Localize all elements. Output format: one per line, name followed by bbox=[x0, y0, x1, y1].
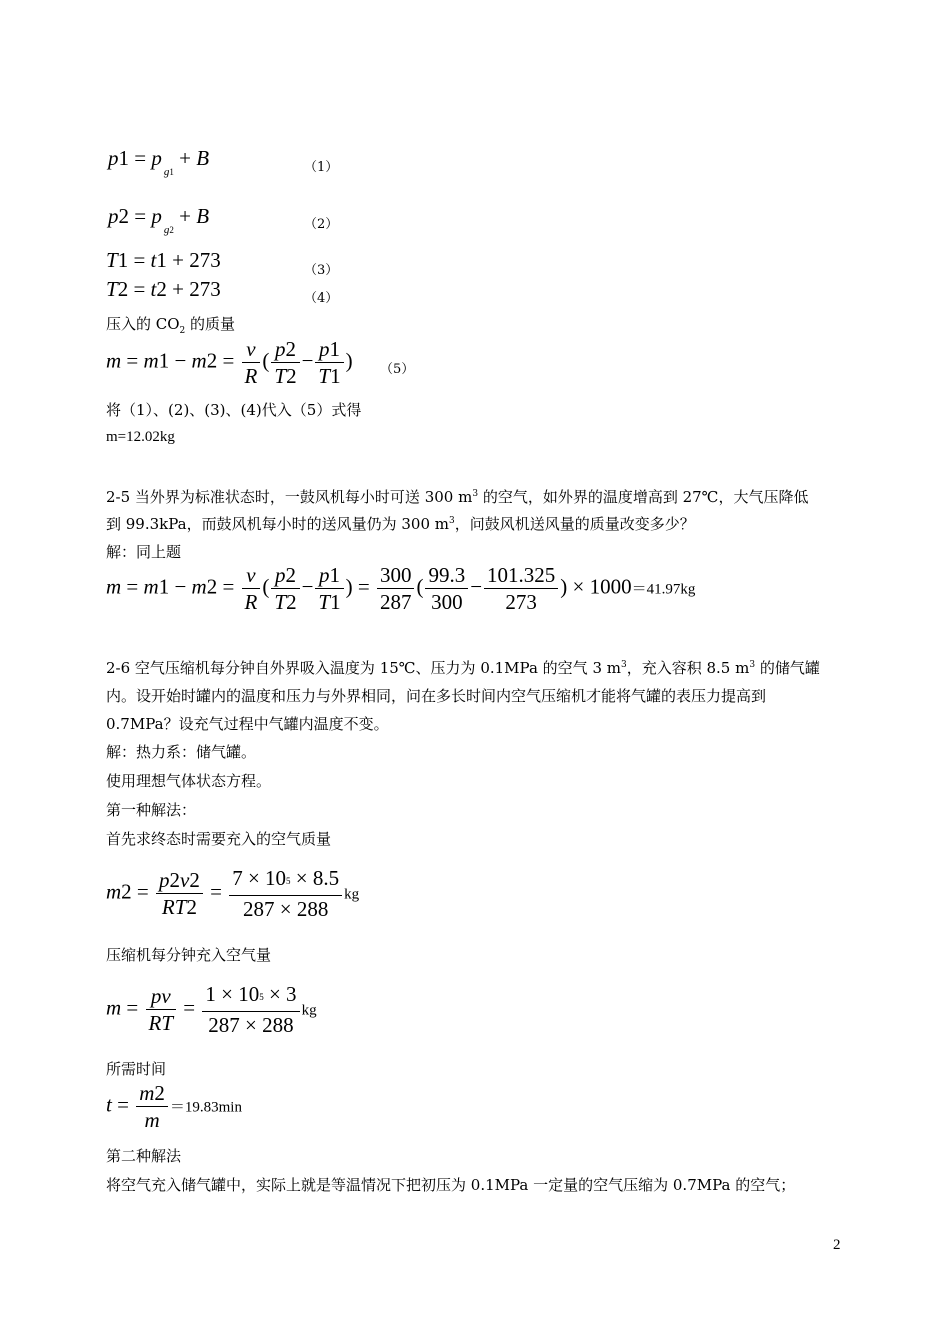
equation-3: T1 = t1 + 273 bbox=[106, 248, 221, 272]
second-method-text: 将空气充入储气罐中，实际上就是等温情况下把初压为 0.1MPa 一定量的空气压缩为 0.7MPa 的空气； bbox=[106, 1176, 796, 1194]
equation-5: m = m1 − m2 = $\frac{v}{R}$ ( $\frac{p2}{T2}$ − $\frac{p1}{T1}$ ) bbox=[106, 337, 353, 388]
equation-m2: m2 = $\frac{p2v2}{RT2}$ = $\frac{7 \times 105 \times 8.5}{287 \times 288}$ kg bbox=[106, 866, 360, 921]
unit-kg-1: kg bbox=[344, 886, 360, 903]
result-time: ＝19.83min bbox=[169, 1099, 242, 1116]
unit-kg-2: kg bbox=[301, 1002, 317, 1019]
problem-2-6-line-2: 内。设开始时罐内的温度和压力与外界相同，问在多长时间内空气压缩机才能将气罐的表压力提高到 bbox=[106, 687, 767, 705]
time-label: 所需时间 bbox=[106, 1060, 167, 1078]
equation-number-2: （2） bbox=[304, 217, 339, 232]
compressor-label: 压缩机每分钟充入空气量 bbox=[106, 946, 272, 964]
solution-2-6-method: 使用理想气体状态方程。 bbox=[106, 772, 272, 790]
equation-2: $p2 = p_{g2} + B$ bbox=[108, 204, 210, 236]
equation-number-3: （3） bbox=[304, 263, 339, 278]
first-method-step-1: 首先求终态时需要充入的空气质量 bbox=[106, 830, 332, 848]
result-2-5: ＝41.97kg bbox=[631, 581, 696, 598]
equation-number-5: （5） bbox=[380, 362, 415, 377]
equation-m: m = $\frac{pv}{RT}$ = $\frac{1 \times 105 \times 3}{287 \times 288}$ kg bbox=[106, 982, 317, 1037]
equation-number-4: （4） bbox=[304, 291, 339, 306]
solution-2-5: 解：同上题 bbox=[106, 543, 182, 561]
problem-2-5-line-1: 2-5 当外界为标准状态时，一鼓风机每小时可送 300 $m^3$ 的空气，如外界的温度增高到 27℃，大气压降低 bbox=[106, 488, 809, 506]
result-mass: m=12.02kg bbox=[106, 429, 175, 445]
problem-2-5-line-2: 到 99.3kPa，而鼓风机每小时的送风量仍为 300 $m^3$，问鼓风机送风量的质量改变多少？ bbox=[106, 515, 695, 533]
equation-4: T2 = t2 + 273 bbox=[106, 277, 221, 301]
first-method-label: 第一种解法： bbox=[106, 801, 197, 819]
solution-2-6-system: 解：热力系：储气罐。 bbox=[106, 743, 257, 761]
equation-2-5: m = m1 − m2 = $\frac{v}{R}$ ( $\frac{p2}{T2}$ − $\frac{p1}{T1}$ ) = $\frac{300}{287}$ ( $\frac{99.3}{300}$ − $\frac{101.325}{273}$ ) × 1000＝41.97kg bbox=[106, 563, 696, 614]
co2-mass-label: 压入的 $CO_2$ 的质量 bbox=[106, 315, 236, 336]
equation-number-1: （1） bbox=[304, 160, 339, 175]
problem-2-6-line-3: 0.7MPa？设充气过程中气罐内温度不变。 bbox=[106, 715, 389, 733]
page-number: 2 bbox=[833, 1237, 841, 1253]
equation-t: t = $\frac{m2}{m}$ ＝19.83min bbox=[106, 1081, 242, 1132]
substitute-text: 将（1）、(2)、(3)、(4)代入（5）式得 bbox=[106, 401, 362, 419]
problem-2-6-line-1: 2-6 空气压缩机每分钟自外界吸入温度为 15℃、压力为 0.1MPa 的空气 3 $m^3$，充入容积 8.5 $m^3$ 的储气罐 bbox=[106, 659, 820, 677]
second-method-label: 第二种解法 bbox=[106, 1147, 182, 1165]
equation-1: $p1 = p_{g1} + B$ bbox=[108, 146, 210, 178]
